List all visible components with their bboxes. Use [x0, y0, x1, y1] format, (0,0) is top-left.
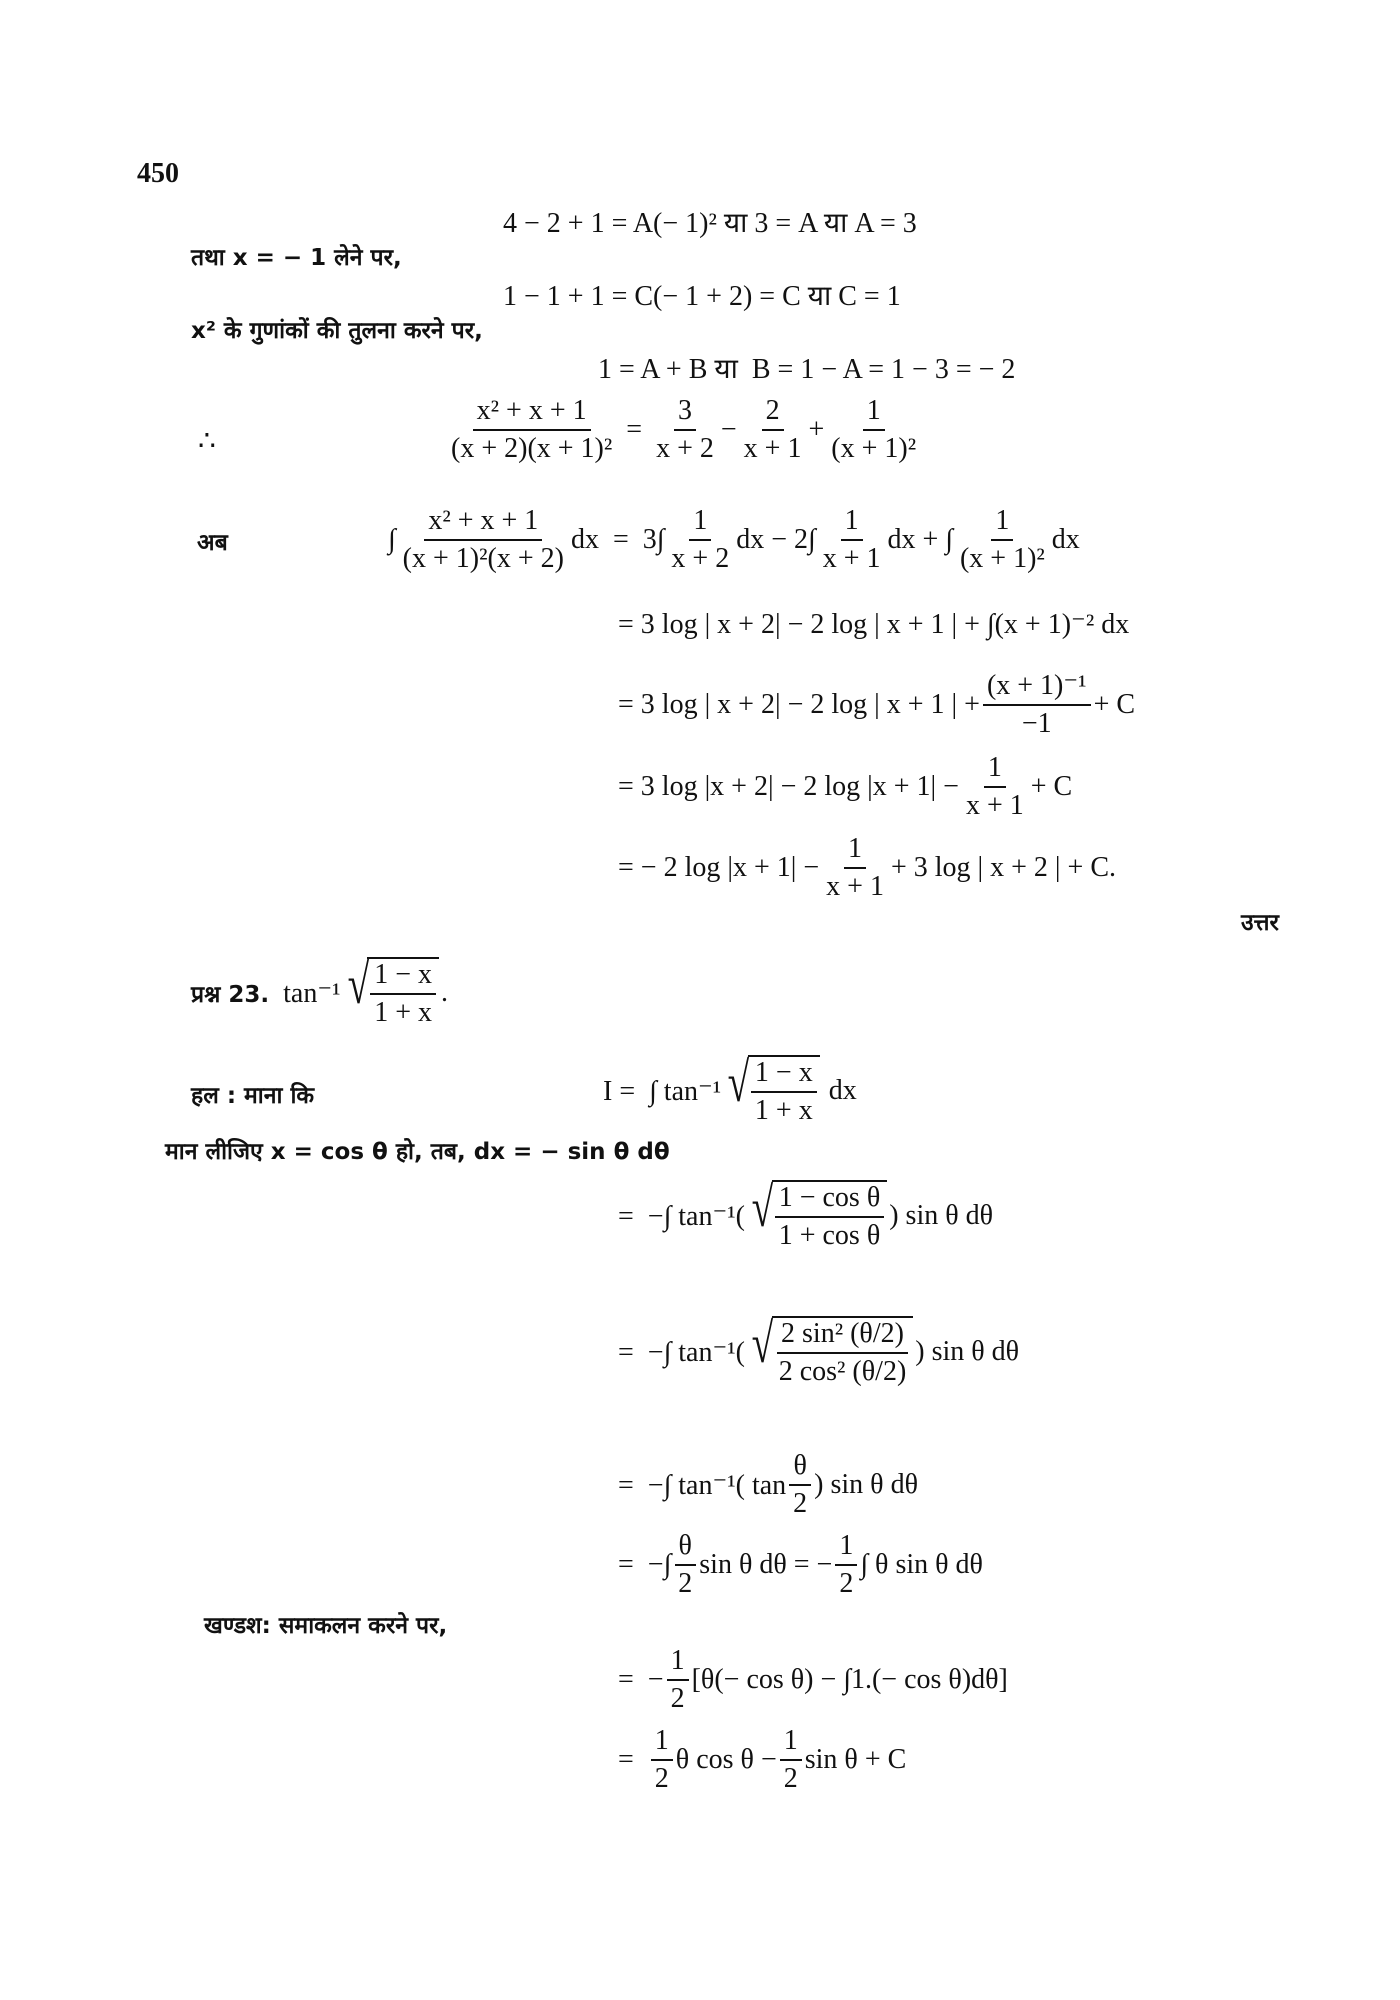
numerator: 1: [667, 1645, 689, 1681]
numerator: 1: [689, 505, 711, 541]
fraction: [827, 395, 920, 465]
math-text: अब: [197, 530, 228, 556]
math-text: तथा x = − 1 लेने पर,: [191, 245, 402, 271]
fraction: [651, 1725, 673, 1795]
numerator: 1: [863, 395, 885, 431]
denominator: −1: [1021, 708, 1052, 740]
denominator: x + 2: [656, 433, 714, 465]
denominator: 2: [670, 1683, 685, 1715]
denominator: 1 + x: [374, 997, 433, 1029]
math-text: −: [720, 414, 737, 446]
math-text: sin θ + C: [804, 1744, 907, 1776]
question-heading: [191, 954, 449, 1029]
fraction: [780, 1725, 802, 1795]
fraction: [667, 1645, 689, 1715]
math-text: = −∫ tan⁻¹(: [618, 1337, 745, 1369]
denominator: 2: [654, 1763, 669, 1795]
math-text: + C: [1093, 689, 1136, 721]
denominator: x + 2: [671, 543, 730, 575]
answer-label: उत्तर: [1241, 910, 1279, 936]
therefore-symbol: [198, 424, 216, 458]
fraction: [775, 1318, 911, 1388]
math-text: ) sin θ dθ: [814, 1469, 918, 1501]
fraction: [983, 670, 1091, 740]
fraction: [740, 395, 806, 465]
numerator: x² + x + 1: [424, 505, 542, 541]
math-text: x² के गुणांकों की तुलना करने पर,: [191, 318, 483, 344]
math-text: = −∫ tan⁻¹(: [618, 1201, 745, 1233]
equation-line: [618, 1725, 906, 1795]
numerator: 1: [991, 505, 1013, 541]
equation-line: [618, 752, 1072, 822]
denominator: 2: [783, 1763, 798, 1795]
question-label: प्रश्न 23.: [191, 982, 270, 1009]
fraction: [962, 752, 1028, 822]
radicand: [748, 1055, 820, 1127]
math-text: ∫ θ sin θ dθ: [860, 1549, 983, 1581]
text-line: [204, 1608, 447, 1640]
math-text: = − 2 log |x + 1| −: [618, 852, 820, 884]
radical-sign-icon: √: [727, 1052, 750, 1114]
denominator: (x + 1)²: [959, 543, 1045, 575]
denominator: x + 1: [743, 433, 802, 465]
fraction: [447, 395, 616, 465]
fraction: [674, 1530, 696, 1600]
radical-sign-icon: √: [751, 1177, 774, 1239]
equation-line: [503, 276, 901, 314]
denominator: 2: [678, 1568, 693, 1600]
fraction: [751, 1057, 817, 1127]
math-text: खण्डश: समाकलन करने पर,: [204, 1613, 448, 1639]
math-text: = 3 log |x + 2| − 2 log |x + 1| −: [618, 771, 959, 803]
denominator: x + 1: [965, 790, 1024, 822]
numerator: θ: [789, 1450, 810, 1486]
math-text: = 3 log | x + 2| − 2 log | x + 1 | +: [618, 689, 980, 721]
numerator: x² + x + 1: [473, 395, 591, 431]
fraction: [399, 505, 568, 575]
text-line: [191, 313, 483, 345]
numerator: 1: [984, 752, 1006, 788]
math-text: = −∫: [618, 1549, 672, 1581]
equation-line: [603, 1052, 857, 1127]
equation-line: [618, 607, 1129, 641]
fraction: [652, 395, 718, 465]
equation-line: [598, 349, 1015, 387]
equation-line: [618, 670, 1135, 740]
numerator: (x + 1)⁻¹: [983, 670, 1091, 706]
radicand: [772, 1180, 888, 1252]
equation-line: [444, 395, 923, 465]
equation-line: [618, 1450, 918, 1520]
denominator: 1 + cos θ: [778, 1220, 881, 1252]
math-text: = 3 log | x + 2| − 2 log | x + 1 | + ∫(x + 1)⁻² dx: [618, 609, 1130, 640]
math-text: ) sin θ dθ: [889, 1200, 994, 1232]
denominator: 1 + x: [754, 1095, 813, 1127]
math-text: = −∫ tan⁻¹( tan: [618, 1470, 787, 1502]
numerator: 1: [841, 505, 863, 541]
equation-line: [503, 203, 917, 241]
square-root: [343, 954, 440, 1029]
math-text: मान लीजिए x = cos θ हो, तब, dx = − sin θ dθ: [165, 1139, 670, 1165]
fraction: [789, 1450, 811, 1520]
numerator: 3: [674, 395, 696, 431]
equation-line: [388, 505, 1080, 575]
math-text: [θ(− cos θ) − ∫1.(− cos θ)dθ]: [691, 1664, 1008, 1696]
square-root: [747, 1177, 887, 1252]
fraction: [822, 833, 888, 903]
math-text: + C: [1030, 771, 1073, 803]
denominator: 2: [793, 1488, 808, 1520]
math-text: dx − 2∫: [736, 524, 816, 556]
math-text: =: [619, 414, 650, 446]
page-number: 450: [137, 158, 179, 189]
math-text: dx: [821, 1075, 857, 1107]
radical-sign-icon: √: [347, 954, 369, 1016]
square-root: [747, 1313, 913, 1388]
numerator: 1 − x: [370, 959, 436, 995]
math-text: हल : माना कि: [191, 1083, 315, 1109]
denominator: (x + 1)²(x + 2): [402, 543, 564, 575]
numerator: θ: [675, 1530, 696, 1566]
numerator: 2 sin² (θ/2): [777, 1318, 908, 1354]
equation-line: [618, 1645, 1008, 1715]
numerator: 1: [835, 1530, 857, 1566]
radicand: [772, 1316, 914, 1388]
equation-line: [618, 1313, 1020, 1388]
math-text: dx: [1051, 524, 1080, 556]
math-text: ) sin θ dθ: [915, 1336, 1020, 1368]
denominator: 2 cos² (θ/2): [778, 1356, 907, 1388]
math-text: dx + ∫: [887, 524, 953, 556]
numerator: 1: [844, 833, 866, 869]
numerator: 1 − cos θ: [775, 1182, 885, 1218]
equation-line: [618, 1530, 983, 1600]
equation-line: [618, 1177, 994, 1252]
math-text: + 3 log | x + 2 | + C.: [890, 852, 1116, 884]
fraction: [370, 959, 436, 1029]
text-line: [197, 525, 228, 557]
math-text: ∫: [388, 524, 396, 556]
math-text: = −: [618, 1664, 664, 1696]
math-text: 4 − 2 + 1 = A(− 1)² या 3 = A या A = 3: [503, 208, 917, 239]
square-root: [723, 1052, 820, 1127]
text-line: [165, 1134, 670, 1166]
math-text: dx = 3∫: [570, 524, 665, 556]
fraction: [819, 505, 885, 575]
text-line: [191, 1078, 314, 1110]
math-text: 1 = A + B या B = 1 − A = 1 − 3 = − 2: [598, 354, 1016, 385]
fraction: [667, 505, 733, 575]
fraction: [775, 1182, 885, 1252]
math-text: I = ∫ tan⁻¹: [603, 1076, 722, 1108]
math-text: =: [618, 1744, 648, 1776]
numerator: 1 − x: [751, 1057, 817, 1093]
math-text: +: [808, 414, 825, 446]
denominator: (x + 1)²: [831, 433, 917, 465]
numerator: 1: [651, 1725, 673, 1761]
denominator: x + 1: [826, 871, 884, 903]
denominator: x + 1: [822, 543, 881, 575]
math-text: ∴: [198, 426, 216, 457]
fraction: [956, 505, 1049, 575]
text-line: [191, 240, 402, 272]
numerator: 2: [762, 395, 784, 431]
math-text: sin θ dθ = −: [699, 1549, 833, 1581]
equation-line: [618, 833, 1116, 903]
numerator: 1: [780, 1725, 802, 1761]
radical-sign-icon: √: [751, 1313, 774, 1375]
math-text: θ cos θ −: [675, 1744, 777, 1776]
fraction: [835, 1530, 857, 1600]
math-text: 1 − 1 + 1 = C(− 1 + 2) = C या C = 1: [503, 281, 901, 312]
denominator: 2: [839, 1568, 854, 1600]
denominator: (x + 2)(x + 1)²: [451, 433, 613, 465]
math-text: tan⁻¹: [269, 978, 341, 1010]
radicand: [367, 957, 439, 1029]
math-text: .: [441, 977, 449, 1009]
